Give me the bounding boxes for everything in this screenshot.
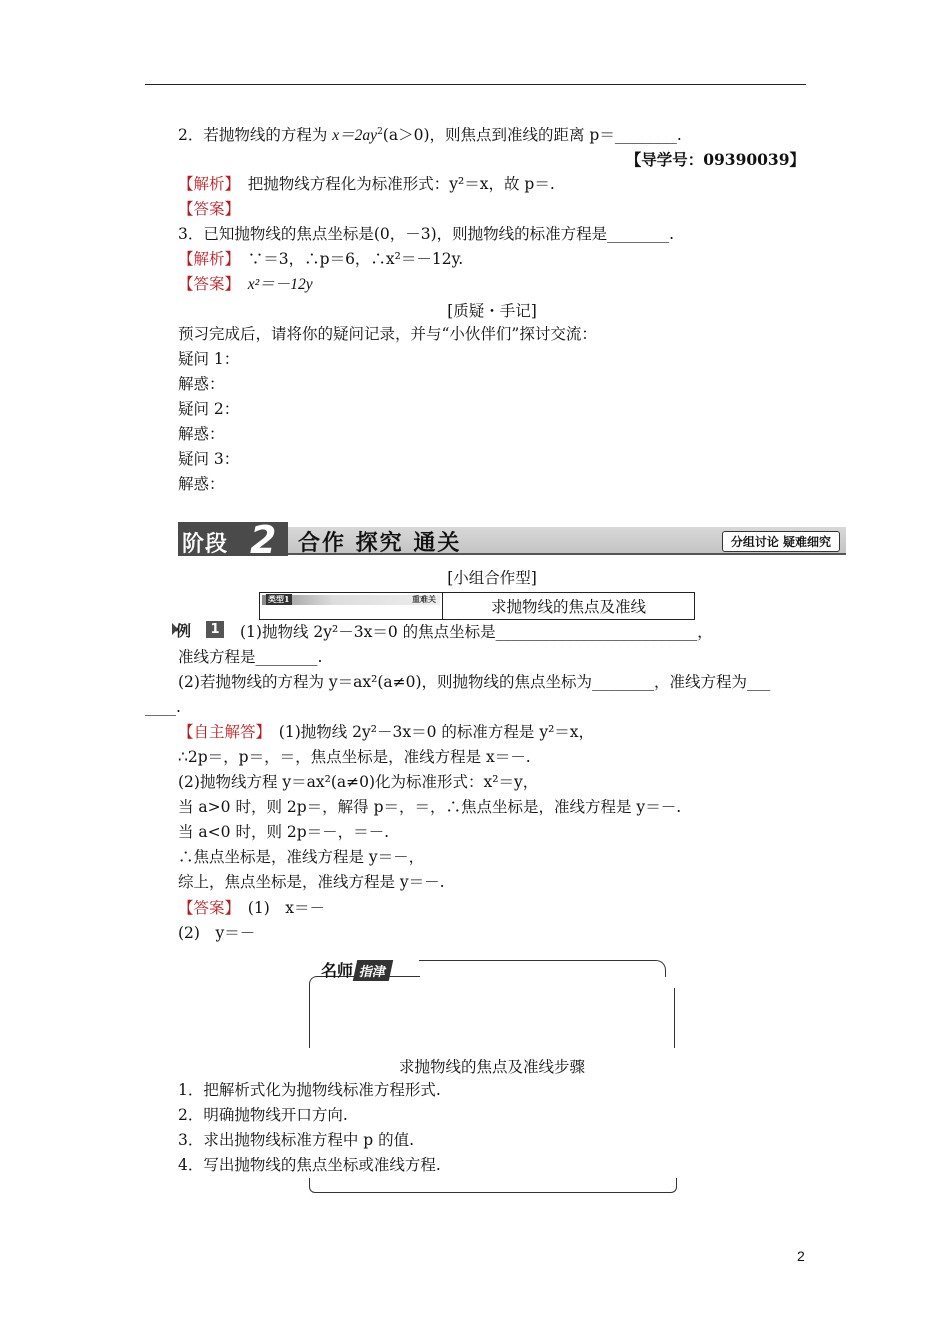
type-strip (262, 595, 440, 605)
tip-side (674, 988, 675, 1048)
stage-number: 2 (250, 518, 277, 562)
solution-line-1: 【自主解答】 (1)抛物线 2y²－3x＝0 的标准方程是 y²＝x， (178, 723, 595, 741)
note-line: 疑问 3： (178, 450, 240, 468)
tip-title: 求抛物线的焦点及准线步骤 (398, 1058, 585, 1076)
solution-line: 当 a<0 时，则 2p＝－，＝－. (178, 823, 390, 841)
tip-heading: 名师 指津 (321, 958, 391, 981)
type-title: 求抛物线的焦点及准线 (490, 598, 646, 616)
stage-banner (178, 518, 846, 562)
stage-tag: 分组讨论 疑难细究 (722, 531, 840, 552)
group-type: [小组合作型] (447, 569, 537, 587)
example-badge (176, 620, 224, 638)
example-label: 例 (176, 622, 192, 640)
q2-analysis: 【解析】 把抛物线方程化为标准形式：y²＝x，故 p＝. (178, 175, 555, 193)
header-rule (145, 84, 806, 85)
tip-step: 3．求出抛物线标准方程中 p 的值. (178, 1131, 415, 1149)
tip-step: 2．明确抛物线开口方向. (178, 1106, 348, 1124)
tip-step: 1．把解析式化为抛物线标准方程形式. (178, 1081, 441, 1099)
solution-line: ∴2p＝，p＝，＝，焦点坐标是，准线方程是 x＝－. (178, 748, 531, 766)
notes-title: [质疑・手记] (447, 302, 537, 320)
answer-tag: 【答案】 (178, 200, 241, 218)
example-number: 1 (206, 621, 224, 638)
solution-line: 当 a>0 时，则 2p＝，解得 p＝，＝，∴焦点坐标是，准线方程是 y＝－. (178, 798, 682, 816)
note-line: 解惑： (178, 375, 225, 393)
solution-line: 综上，焦点坐标是，准线方程是 y＝－. (178, 873, 445, 891)
type-box (259, 592, 695, 620)
analysis-tag: 【解析】 (178, 175, 233, 193)
note-line: 疑问 1： (178, 350, 240, 368)
solution-answer-1: 【答案】 (1) x＝－ (178, 899, 325, 917)
q2-answer (178, 199, 240, 219)
tip-step: 4．写出抛物线的焦点坐标或准线方程. (178, 1156, 441, 1174)
note-line: 解惑： (178, 475, 225, 493)
stage-title: 合作 探究 通关 (298, 531, 462, 556)
tip-heading-tag: 指津 (353, 960, 393, 981)
question-3: 3．已知抛物线的焦点坐标是(0，－3)，则抛物线的标准方程是________. (178, 225, 675, 243)
guide-number: 【导学号：09390039】 (625, 150, 805, 169)
q3-analysis: 【解析】 ∵＝3，∴p＝6，∴x²＝－12y. (178, 250, 464, 268)
tip-side (309, 988, 310, 1048)
page-number: 2 (797, 1248, 805, 1264)
note-line: 解惑： (178, 425, 225, 443)
solution-answer-2: (2) y＝－ (178, 924, 256, 942)
tip-topline (419, 960, 666, 977)
q3-answer: 【答案】 x²＝－12y (178, 275, 313, 293)
type-badge: 类型1 (268, 594, 290, 604)
example-line-4: ____. (145, 698, 181, 716)
stage-label: 阶段 (182, 532, 229, 557)
note-line: 疑问 2： (178, 400, 240, 418)
solution-line: ∴焦点坐标是，准线方程是 y＝－， (178, 848, 425, 866)
question-2: 2．若抛物线的方程为 $x=2ay^2(a>0)$，则焦点到准线的距离 p＝________. (178, 126, 682, 145)
example-line-1: (1)抛物线 2y²－3x＝0 的焦点坐标是__________________________， (240, 623, 713, 641)
type-badge-right: 重难关 (412, 594, 436, 604)
example-line-3: (2)若抛物线的方程为 y＝ax²(a≠0)，则抛物线的焦点坐标为________，准线方程为___ (178, 673, 771, 691)
stage-box (178, 518, 288, 562)
solution-line: (2)抛物线方程 y＝ax²(a≠0)化为标准形式：x²＝y， (178, 773, 539, 791)
type-box-left (260, 593, 443, 619)
solution-tag: 【自主解答】 (178, 723, 264, 741)
tip-bottom (309, 1178, 677, 1193)
example-line-2: 准线方程是________. (178, 648, 323, 666)
notes-intro: 预习完成后，请将你的疑问记录，并与“小伙伴们”探讨交流： (178, 325, 597, 343)
